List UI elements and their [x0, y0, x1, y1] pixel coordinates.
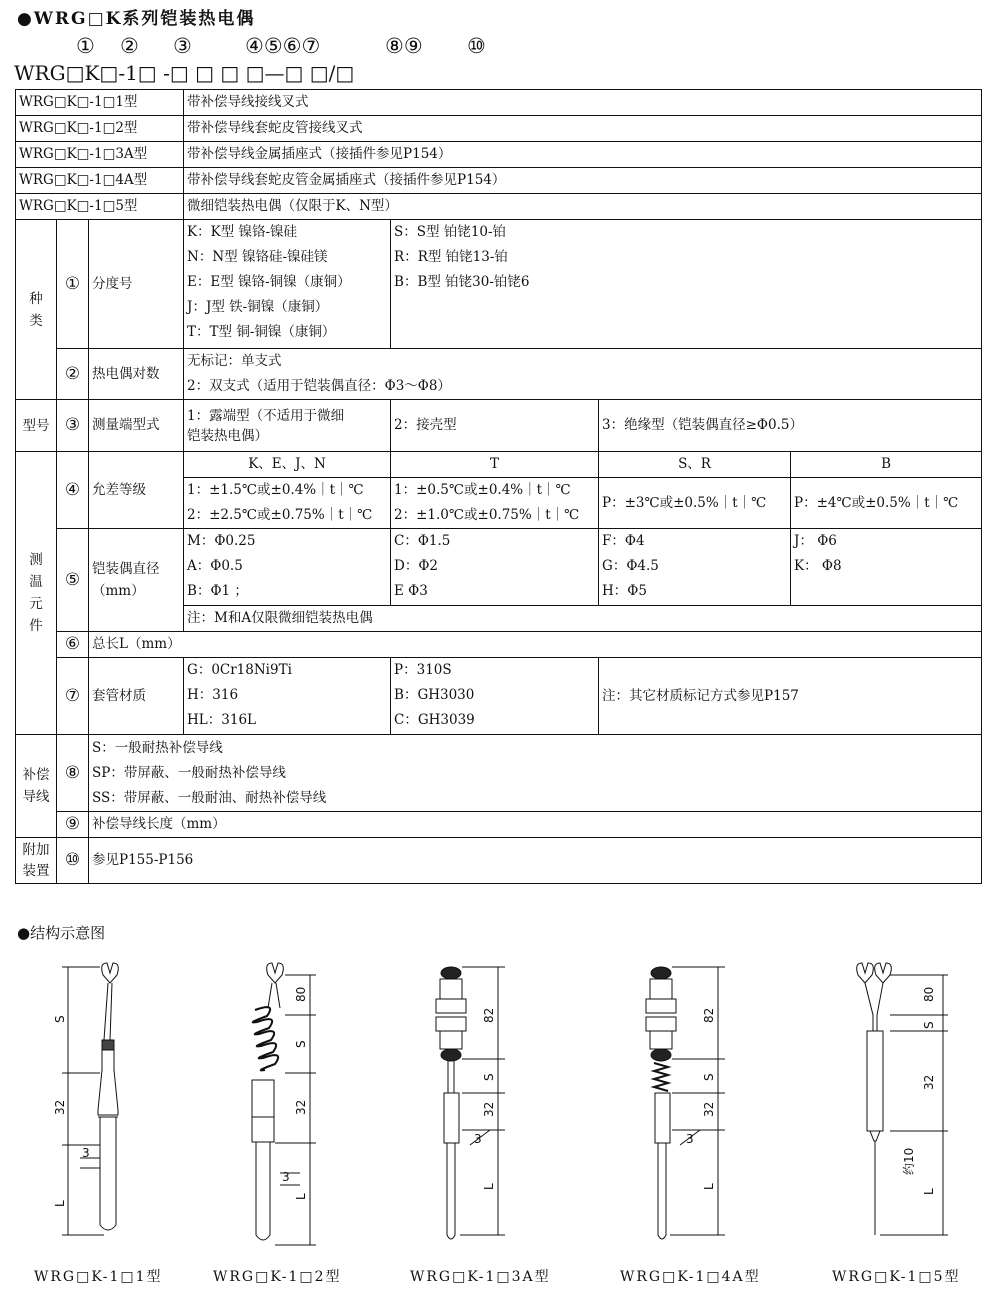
index-10: ⑩ — [467, 34, 486, 58]
type-code: WRG□K□-1□1型 — [16, 90, 184, 116]
tip-type-1: 1：露端型（不适用于微细 铠装热电偶） — [184, 400, 391, 452]
tolerance-b: P：±4℃或±0.5%｜t｜℃ — [791, 478, 982, 529]
dim-label: 3 — [82, 1146, 90, 1160]
graduation-right: S：S型 铂铑10-铂 R：R型 铂铑13-铂 B：B型 铂铑30-铂铑6 — [391, 220, 982, 349]
diagram-caption: WRG□K-1□4A型 — [620, 1269, 761, 1285]
tip-type-3: 3：绝缘型（铠装偶直径≥Φ0.5） — [599, 400, 982, 452]
item-label: 参见P155-P156 — [89, 838, 982, 884]
dim-label: S — [482, 1073, 496, 1081]
type-code: WRG□K□-1□4A型 — [16, 168, 184, 194]
diagram-type1 — [62, 963, 118, 1235]
dim-label: 80 — [922, 986, 936, 1002]
item-number: ① — [57, 220, 89, 349]
dim-label: L — [53, 1200, 67, 1207]
item-label: 允差等级 — [89, 452, 184, 529]
dim-label: 82 — [482, 1007, 496, 1023]
diagram-caption: WRG□K-1□5型 — [832, 1269, 961, 1285]
tolerance-head: T — [391, 452, 599, 478]
type-code: WRG□K□-1□5型 — [16, 194, 184, 220]
material-note: 注：其它材质标记方式参见P157 — [599, 658, 982, 735]
type-code: WRG□K□-1□2型 — [16, 116, 184, 142]
tolerance-sr: P：±3℃或±0.5%｜t｜℃ — [599, 478, 791, 529]
index-1: ① — [76, 34, 95, 58]
diameter-col4: J： Φ6 K： Φ8 — [791, 529, 982, 606]
diameter-col2: C：Φ1.5 D：Φ2 E Φ3 — [391, 529, 599, 606]
dim-label: 约10 — [902, 1147, 916, 1175]
pair-options: 无标记：单支式 2：双支式（适用于铠装偶直径：Φ3～Φ8） — [184, 349, 982, 400]
index-2: ② — [120, 34, 139, 58]
item-number: ⑥ — [57, 632, 89, 658]
dim-label: 3 — [282, 1170, 290, 1184]
dim-label: L — [922, 1188, 936, 1195]
item-label: 测量端型式 — [89, 400, 184, 452]
item-number: ③ — [57, 400, 89, 452]
tolerance-head: B — [791, 452, 982, 478]
dim-label: L — [294, 1193, 308, 1200]
tolerance-t: 1：±0.5℃或±0.4%｜t｜℃ 2：±1.0℃或±0.75%｜t｜℃ — [391, 478, 599, 529]
item-label: 套管材质 — [89, 658, 184, 735]
type-desc: 带补偿导线金属插座式（接插件参见P154） — [184, 142, 982, 168]
category-element: 测温元件 — [16, 452, 57, 735]
diagram-caption: WRG□K-1□3A型 — [410, 1269, 551, 1285]
material-col1: G：0Cr18Ni9Ti H：316 HL：316L — [184, 658, 391, 735]
category-comp: 补偿导线 — [16, 735, 57, 838]
model-code: WRG□K□-1□ -□ □ □ □—□ □/□ — [14, 61, 355, 85]
diagram-title: ●结构示意图 — [17, 924, 106, 942]
dim-label: S — [922, 1021, 936, 1029]
category-acc: 附加装置 — [16, 838, 57, 884]
dim-label: S — [702, 1073, 716, 1081]
dim-label: 32 — [294, 1099, 308, 1115]
item-number: ② — [57, 349, 89, 400]
index-4-7: ④⑤⑥⑦ — [245, 34, 321, 58]
tolerance-head: K、E、J、N — [184, 452, 391, 478]
item-label: 补偿导线长度（mm） — [89, 812, 982, 838]
diagram-caption: WRG□K-1□1型 — [34, 1269, 163, 1285]
dim-label: 32 — [702, 1101, 716, 1117]
structure-diagrams — [0, 945, 1000, 1265]
dim-label: L — [702, 1183, 716, 1190]
dim-label: S — [53, 1015, 67, 1023]
item-number: ⑨ — [57, 812, 89, 838]
dim-label: 3 — [686, 1132, 694, 1146]
item-number: ⑦ — [57, 658, 89, 735]
item-number: ⑧ — [57, 735, 89, 812]
type-desc: 带补偿导线套蛇皮管金属插座式（接插件参见P154） — [184, 168, 982, 194]
dim-label: 82 — [702, 1007, 716, 1023]
diameter-note: 注：M和A仅限微细铠装热电偶 — [184, 606, 982, 632]
dim-label: 32 — [53, 1099, 67, 1115]
dim-label: 3 — [474, 1132, 482, 1146]
graduation-left: K：K型 镍铬-镍硅 N：N型 镍铬硅-镍硅镁 E：E型 镍铬-铜镍（康铜） J：J型 铁-铜镍（康铜） T：T型 铜-铜镍（康铜） — [184, 220, 391, 349]
dim-label: L — [482, 1183, 496, 1190]
item-label: 总长L（mm） — [89, 632, 982, 658]
tolerance-kejn: 1：±1.5℃或±0.4%｜t｜℃ 2：±2.5℃或±0.75%｜t｜℃ — [184, 478, 391, 529]
dim-label: 32 — [922, 1074, 936, 1090]
type-desc: 带补偿导线套蛇皮管接线叉式 — [184, 116, 982, 142]
page-title: ●WRG□K系列铠装热电偶 — [17, 9, 256, 29]
dim-label: 80 — [294, 986, 308, 1002]
category-kind: 种类 — [16, 220, 57, 400]
wire-options: S：一般耐热补偿导线 SP：带屏蔽、一般耐热补偿导线 SS：带屏蔽、一般耐油、耐热补偿导线 — [89, 735, 982, 812]
item-number: ⑤ — [57, 529, 89, 632]
item-label: 铠装偶直径 （mm） — [89, 529, 184, 632]
item-number: ④ — [57, 452, 89, 529]
dim-label: 32 — [482, 1101, 496, 1117]
index-3: ③ — [173, 34, 192, 58]
type-code: WRG□K□-1□3A型 — [16, 142, 184, 168]
index-8-9: ⑧⑨ — [385, 34, 423, 58]
diameter-col1: M：Φ0.25 A：Φ0.5 B：Φ1 ； — [184, 529, 391, 606]
category-model: 型号 — [16, 400, 57, 452]
tolerance-head: S、R — [599, 452, 791, 478]
type-desc: 带补偿导线接线叉式 — [184, 90, 982, 116]
item-number: ⑩ — [57, 838, 89, 884]
spec-table — [15, 89, 982, 884]
item-label: 热电偶对数 — [89, 349, 184, 400]
item-label: 分度号 — [89, 220, 184, 349]
tip-type-2: 2：接壳型 — [391, 400, 599, 452]
diagram-caption: WRG□K-1□2型 — [213, 1269, 342, 1285]
diameter-col3: F：Φ4 G：Φ4.5 H：Φ5 — [599, 529, 791, 606]
material-col2: P：310S B：GH3030 C：GH3039 — [391, 658, 599, 735]
dim-label: S — [294, 1040, 308, 1048]
type-desc: 微细铠装热电偶（仅限于K、N型） — [184, 194, 982, 220]
